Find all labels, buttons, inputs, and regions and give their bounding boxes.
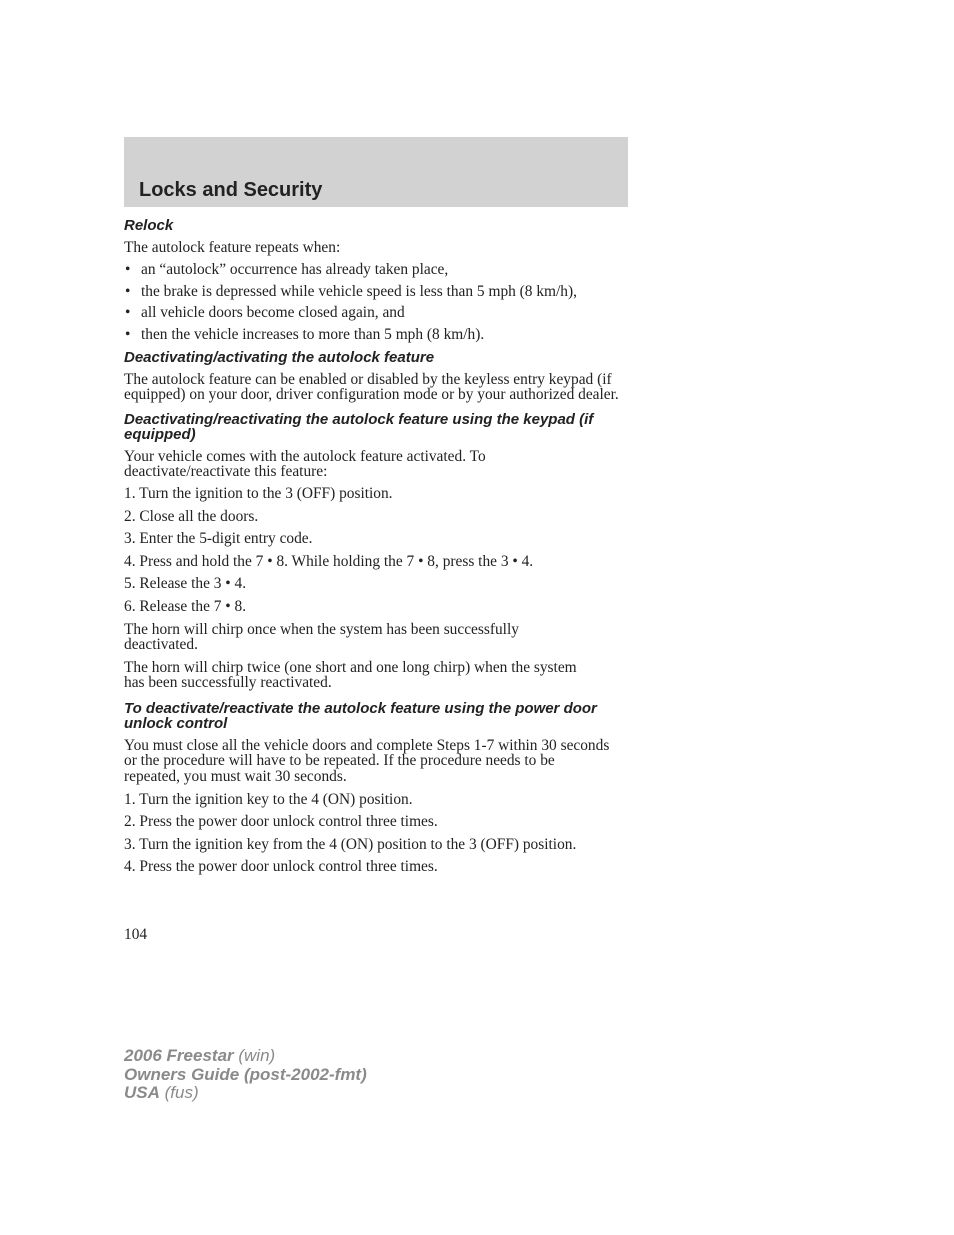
list-item: • then the vehicle increases to more than 5 mph (8 km/h). bbox=[125, 325, 485, 343]
bullet-icon: • bbox=[125, 325, 131, 343]
relock-bullet-list bbox=[124, 262, 628, 342]
keypad-heading: Deactivating/reactivating the autolock feature using the keypad (if equipped) bbox=[124, 410, 594, 444]
list-item: 4. Press the power door unlock control three times. bbox=[124, 858, 438, 876]
list-item: 1. Turn the ignition key to the 4 (ON) position. bbox=[124, 790, 413, 808]
bullet-icon: • bbox=[125, 304, 131, 322]
list-item: • an “autolock” occurrence has already taken place, bbox=[125, 261, 449, 278]
list-item: 3. Enter the 5-digit entry code. bbox=[124, 530, 313, 548]
list-item: 2. Press the power door unlock control three times. bbox=[124, 813, 438, 831]
footer-line-guide: Owners Guide (post-2002-fmt) bbox=[124, 1064, 367, 1084]
list-item: 6. Release the 7 • 8. bbox=[124, 597, 247, 615]
page-number: 104 bbox=[124, 926, 148, 943]
deactivating-heading: Deactivating/activating the autolock feature bbox=[124, 349, 435, 367]
relock-intro: The autolock feature repeats when: bbox=[124, 239, 341, 257]
section-header-band bbox=[124, 137, 628, 207]
document-footer bbox=[124, 1047, 367, 1103]
deactivating-body: The autolock feature can be enabled or disabled by the keyless entry keypad (if equipped) on your door, driver configuration mode or by your authorized dealer. bbox=[124, 370, 619, 404]
keypad-steps bbox=[124, 486, 628, 615]
list-item: 2. Close all the doors. bbox=[124, 507, 259, 525]
list-item: 1. Turn the ignition to the 3 (OFF) position. bbox=[124, 484, 393, 502]
page-content bbox=[124, 218, 628, 875]
power-door-steps bbox=[124, 792, 628, 875]
bullet-icon: • bbox=[125, 282, 131, 300]
footer-line-market: USA (fus) bbox=[124, 1083, 199, 1102]
footer-line-model: 2006 Freestar (win) bbox=[124, 1046, 276, 1065]
relock-heading: Relock bbox=[124, 217, 174, 234]
list-item: • all vehicle doors become closed again, and bbox=[125, 304, 405, 322]
bullet-icon: • bbox=[125, 261, 131, 278]
list-item: • the brake is depressed while vehicle speed is less than 5 mph (8 km/h), bbox=[125, 282, 577, 300]
power-door-heading: To deactivate/reactivate the autolock feature using the power door unlock control bbox=[124, 699, 597, 733]
section-title: Locks and Security bbox=[139, 179, 323, 201]
keypad-note-deactivated: The horn will chirp once when the system has been successfully deactivated. bbox=[124, 620, 519, 654]
keypad-intro: Your vehicle comes with the autolock feature activated. To deactivate/reactivate this feature: bbox=[124, 447, 486, 481]
list-item: 5. Release the 3 • 4. bbox=[124, 575, 247, 593]
list-item: 3. Turn the ignition key from the 4 (ON) position to the 3 (OFF) position. bbox=[124, 835, 577, 853]
power-door-intro: You must close all the vehicle doors and complete Steps 1-7 within 30 seconds or the procedure will have to be repeated. If the procedure needs to be repeated, you must wait 30 seconds. bbox=[124, 736, 610, 785]
keypad-note-reactivated: The horn will chirp twice (one short and one long chirp) when the system has been successfully reactivated. bbox=[124, 658, 577, 692]
list-item: 4. Press and hold the 7 • 8. While holding the 7 • 8, press the 3 • 4. bbox=[124, 552, 534, 570]
